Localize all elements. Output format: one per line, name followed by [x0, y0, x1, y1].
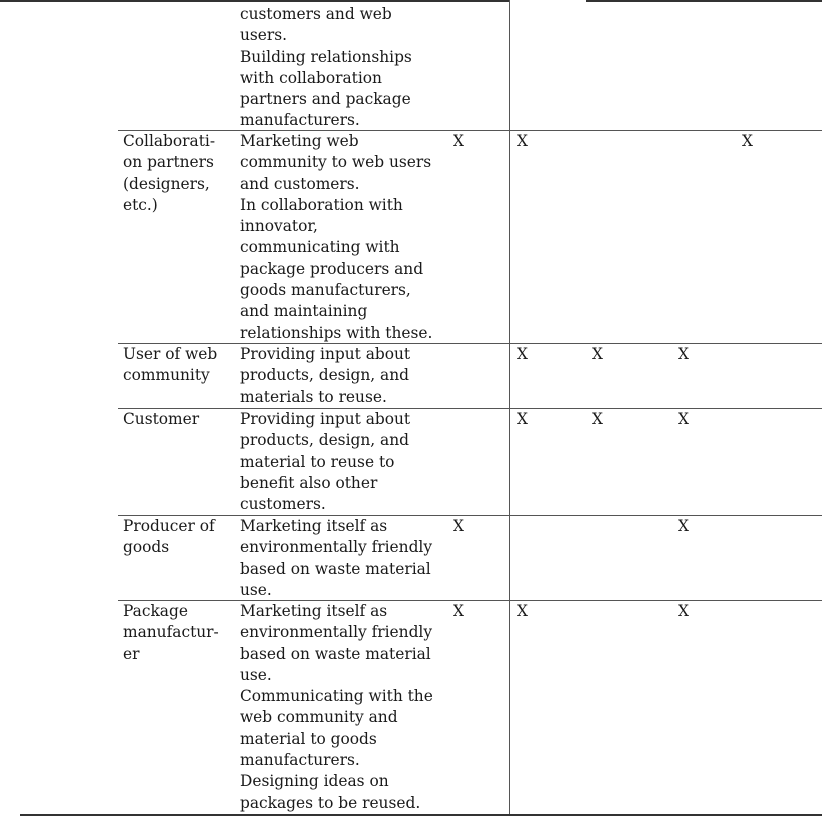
mark-cell: X: [678, 602, 689, 620]
mark-cell: X: [517, 132, 528, 150]
task-cell: Marketing itself as environmentally friendly based on waste material use. Communicating with the web community and material to goods manufacturers. Designing ideas on packages to be reused.: [240, 602, 433, 812]
mark-cell: X: [517, 602, 528, 620]
mark-cell: X: [592, 410, 603, 428]
role-cell: Customer: [123, 410, 200, 428]
mark-cell: X: [678, 345, 689, 363]
mark-cell: X: [678, 517, 689, 535]
mark-cell: X: [517, 410, 528, 428]
mark-cell: X: [517, 345, 528, 363]
task-cell: Marketing itself as environmentally friendly based on waste material use.: [240, 517, 433, 599]
mark-cell: X: [453, 602, 464, 620]
mark-cell: X: [453, 517, 464, 535]
mark-cell: X: [742, 132, 753, 150]
mark-cell: X: [592, 345, 603, 363]
mark-cell: X: [678, 410, 689, 428]
task-cell: customers and web users. Building relationships with collaboration partners and package manufacturers.: [240, 5, 412, 130]
top-rule: [0, 0, 510, 2]
mark-cell: X: [453, 132, 464, 150]
task-cell: Providing input about products, design, and material to reuse to benefit also other customers.: [240, 410, 411, 514]
task-cell: Providing input about products, design, and materials to reuse.: [240, 345, 411, 406]
task-cell: Marketing web community to web users and customers. In collaboration with innovator, communicating with package producers and goods manufacturers, and maintaining relationships with these.: [240, 132, 433, 342]
role-cell: Package manufactur- er: [123, 602, 219, 663]
top-rule-right: [586, 0, 822, 2]
bottom-rule: [20, 814, 822, 816]
role-cell: Collaborati- on partners (designers, etc.): [123, 132, 216, 214]
role-cell: User of web community: [123, 345, 218, 385]
role-cell: Producer of goods: [123, 517, 215, 557]
